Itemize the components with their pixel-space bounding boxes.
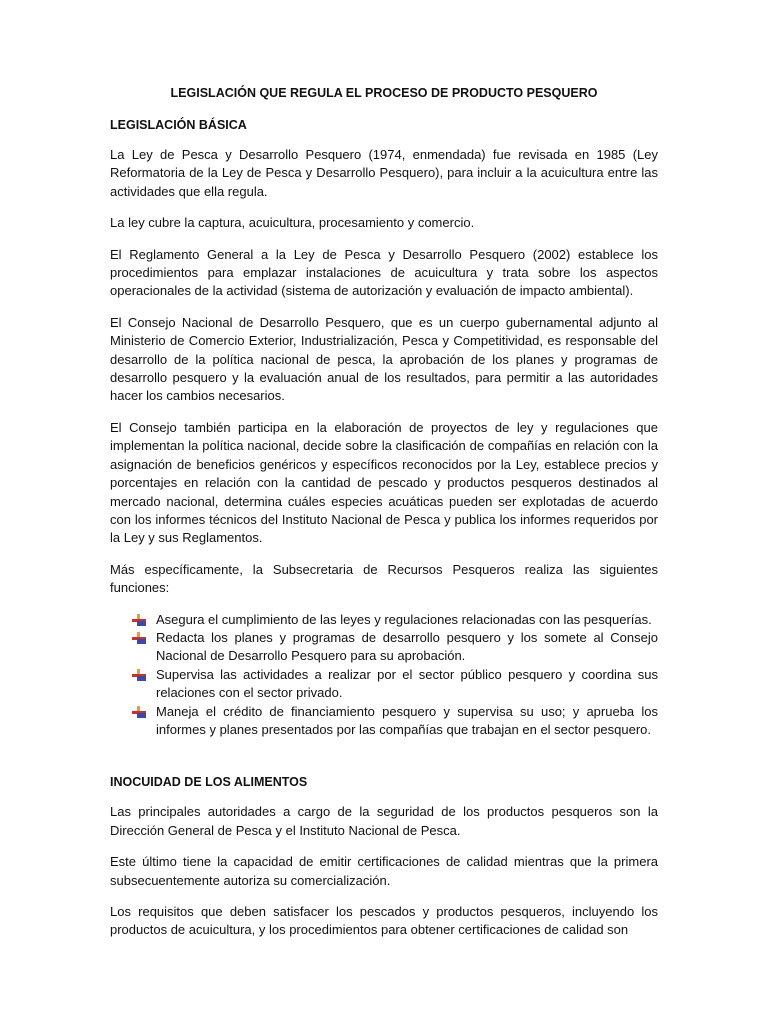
colored-cross-bullet-icon — [132, 669, 146, 681]
section-heading-inocuidad: INOCUIDAD DE LOS ALIMENTOS — [110, 775, 308, 790]
paragraph: La ley cubre la captura, acuicultura, procesamiento y comercio. — [110, 215, 475, 231]
list-item-text: Asegura el cumplimiento de las leyes y regulaciones relacionadas con las pesquerías. — [156, 611, 652, 627]
paragraph: Este último tiene la capacidad de emitir certificaciones de calidad mientras que la primera subsecuentemente autoriza su comercialización. — [110, 854, 658, 888]
paragraph: La Ley de Pesca y Desarrollo Pesquero (1974, enmendada) fue revisada en 1985 (Ley Reformatoria de la Ley de Pesca y Desarrollo Pesquero), para incluir a la acuicultura entre las actividades que ella regula. — [110, 147, 658, 199]
list-item — [132, 703, 658, 740]
list-item-text: Supervisa las actividades a realizar por el sector público pesquero y coordina sus relaciones con el sector privado. — [156, 666, 658, 701]
list-item-text: Maneja el crédito de financiamiento pesquero y supervisa su uso; y aprueba los informes y planes presentados por las compañías que trabajan en el sector pesquero. — [156, 703, 658, 737]
list-item — [132, 611, 658, 629]
section-heading-legislacion-basica: LEGISLACIÓN BÁSICA — [110, 118, 247, 132]
paragraph: El Consejo Nacional de Desarrollo Pesquero, que es un cuerpo gubernamental adjunto al Ministerio de Comercio Exterior, Industrialización, Pesca y Competitividad, es responsable del desarrollo de la política nacional de pesca, la aprobación de los planes y programas de desarrollo pesquero y la evaluación anual de los resultados, para permitir a las autoridades hacer los cambios necesarios. — [110, 314, 658, 404]
paragraph: Los requisitos que deben satisfacer los pescados y productos pesqueros, incluyendo los productos de acuicultura, y los procedimientos para obtener certificaciones de calidad son — [110, 904, 658, 938]
paragraph: Las principales autoridades a cargo de la seguridad de los productos pesqueros son la Dirección General de Pesca y el Instituto Nacional de Pesca. — [110, 804, 658, 838]
list-item-text: Redacta los planes y programas de desarrollo pesquero y los somete al Consejo Nacional de Desarrollo Pesquero para su aprobación. — [156, 629, 658, 664]
colored-cross-bullet-icon — [132, 632, 146, 644]
paragraph: Más específicamente, la Subsecretaria de Recursos Pesqueros realiza las siguientes funciones: — [110, 561, 658, 596]
colored-cross-bullet-icon — [132, 614, 146, 626]
document-title: LEGISLACIÓN QUE REGULA EL PROCESO DE PRODUCTO PESQUERO — [170, 86, 598, 100]
paragraph: El Consejo también participa en la elaboración de proyectos de ley y regulaciones que implementan la política nacional, decide sobre la clasificación de compañías en relación con la asignación de beneficios genéricos y específicos reconocidos por la Ley, establece precios y porcentajes en relación con la cantidad de pescado y productos pesqueros destinados al mercado nacional, determina cuáles especies acuáticas pueden ser explotadas de acuerdo con los informes técnicos del Instituto Nacional de Pesca y publica los informes requeridos por la Ley y sus Reglamentos. — [110, 419, 658, 546]
functions-list — [110, 611, 658, 740]
list-item — [132, 666, 658, 703]
colored-cross-bullet-icon — [132, 706, 146, 718]
paragraph: El Reglamento General a la Ley de Pesca y Desarrollo Pesquero (2002) establece los procedimientos para emplazar instalaciones de acuicultura y trata sobre los aspectos operacionales de la actividad (sistema de autorización y evaluación de impacto ambiental). — [110, 246, 658, 299]
list-item — [132, 629, 658, 666]
